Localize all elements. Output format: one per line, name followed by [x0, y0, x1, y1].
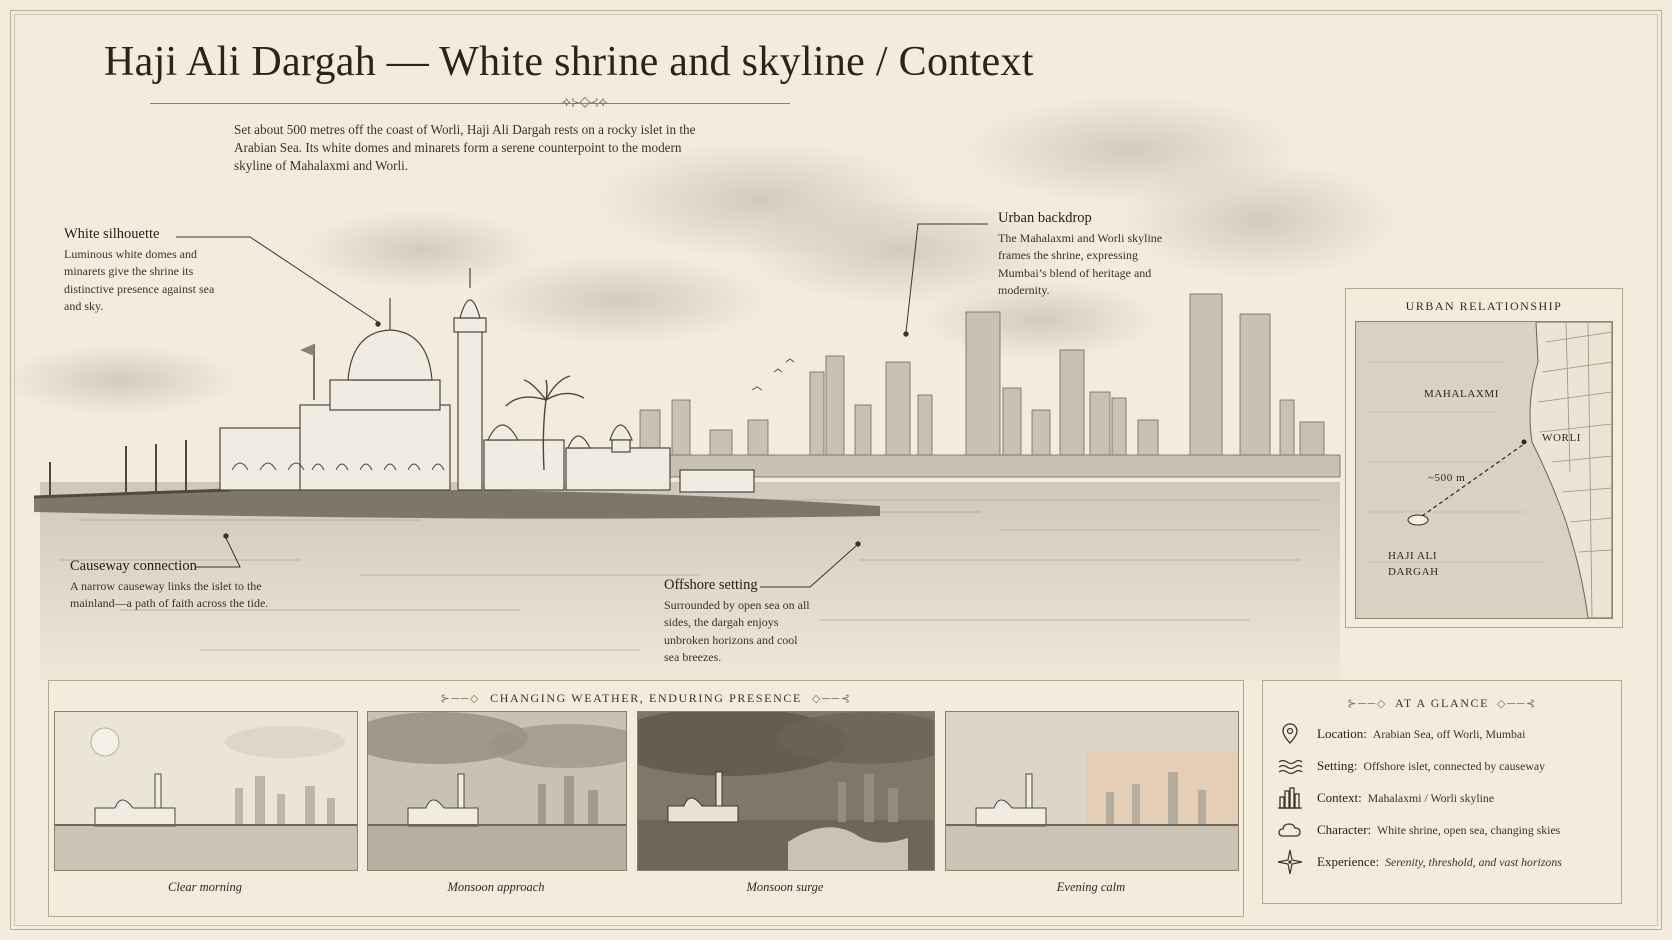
callout-causeway	[70, 558, 275, 613]
glance-row-context	[1277, 785, 1494, 811]
weather-heading: ⊱──◇ CHANGING WEATHER, ENDURING PRESENCE ◇──⊰	[440, 691, 852, 705]
thumb-monsoon-approach-art	[368, 712, 626, 870]
map-label-worli: WORLI	[1542, 432, 1582, 444]
callout-heading: White silhouette	[64, 226, 160, 242]
glance-key: Context:	[1317, 790, 1362, 805]
glance-key: Experience:	[1317, 854, 1380, 869]
caption-clear-morning: Clear morning	[168, 880, 242, 894]
glance-value: Serenity, threshold, and vast horizons	[1385, 854, 1562, 869]
at-a-glance-panel	[1262, 680, 1622, 904]
callout-white-silhouette	[64, 226, 224, 316]
map-label-mahalaxmi: MAHALAXMI	[1424, 388, 1500, 400]
map-label-dargah-line2: DARGAH	[1388, 566, 1439, 578]
glance-value: White shrine, open sea, changing skies	[1377, 822, 1561, 837]
callout-heading: Offshore setting	[664, 577, 758, 593]
glance-key: Location:	[1317, 726, 1367, 741]
map-title: URBAN RELATIONSHIP	[1405, 299, 1563, 313]
intro-paragraph: Set about 500 metres off the coast of Worli, Haji Ali Dargah rests on a rocky islet in the Arabian Sea. Its white domes and minarets form a serene counterpoint to the modern skyline of Mahalaxmi and Worli.	[234, 122, 696, 173]
location-pin-icon	[1277, 721, 1303, 747]
caption-evening-calm: Evening calm	[1056, 880, 1126, 894]
cloud-icon	[1277, 817, 1303, 843]
weather-thumb-monsoon-surge	[637, 711, 935, 871]
flag	[300, 344, 314, 356]
map-label-dargah-line1: HAJI ALI	[1388, 550, 1438, 562]
glance-row-experience	[1277, 849, 1562, 875]
weather-panel	[48, 680, 1244, 917]
map-drawing	[1355, 321, 1613, 619]
page-title: Haji Ali Dargah — White shrine and skyline / Context	[104, 39, 1034, 85]
thumb-monsoon-surge-art	[638, 712, 934, 870]
birds	[752, 359, 794, 390]
callout-urban-backdrop	[998, 210, 1163, 300]
title-ornament: ⟡⊱◇⊰⟡	[562, 95, 608, 110]
map-label-distance: ~500 m	[1428, 472, 1466, 484]
glance-value: Mahalaxmi / Worli skyline	[1367, 790, 1495, 805]
callout-offshore	[664, 577, 814, 667]
glance-row-character	[1277, 817, 1560, 843]
glance-key: Character:	[1317, 822, 1372, 837]
skyline-icon	[1277, 785, 1303, 811]
weather-heading-text: CHANGING WEATHER, ENDURING PRESENCE	[490, 691, 802, 705]
waves-icon	[1277, 753, 1303, 779]
glance-value: Arabian Sea, off Worli, Mumbai	[1372, 726, 1526, 741]
glance-heading-text: AT A GLANCE	[1394, 696, 1490, 710]
weather-thumb-monsoon-approach	[367, 711, 627, 871]
urban-relationship-map	[1345, 288, 1623, 628]
caption-monsoon-surge: Monsoon surge	[746, 880, 824, 894]
callout-body: A narrow causeway links the islet to the mainland—a path of faith across the tide.	[70, 578, 269, 610]
caption-monsoon-approach: Monsoon approach	[447, 880, 545, 894]
weather-thumb-evening-calm	[945, 711, 1239, 871]
glance-row-setting	[1277, 753, 1545, 779]
weather-thumb-clear-morning	[54, 711, 358, 871]
callout-body: The Mahalaxmi and Worli skyline frames the shrine, expressing Mumbai’s blend of heritage and modernity.	[998, 230, 1163, 297]
glance-heading: ⊱──◇ AT A GLANCE ◇──⊰	[1347, 696, 1537, 710]
glance-row-location	[1277, 721, 1525, 747]
thumb-clear-morning-art	[55, 712, 357, 870]
callout-body: Luminous white domes and minarets give the shrine its distinctive presence against sea and sky.	[64, 246, 215, 313]
compass-star-icon	[1277, 849, 1303, 875]
callout-heading: Causeway connection	[70, 558, 197, 574]
callout-body: Surrounded by open sea on all sides, the dargah enjoys unbroken horizons and cool sea breezes.	[664, 597, 810, 664]
glance-value: Offshore islet, connected by causeway	[1363, 758, 1546, 773]
thumb-evening-calm-art	[946, 712, 1238, 870]
glance-key: Setting:	[1317, 758, 1358, 773]
callout-heading: Urban backdrop	[998, 210, 1092, 226]
title-underline	[150, 103, 790, 104]
